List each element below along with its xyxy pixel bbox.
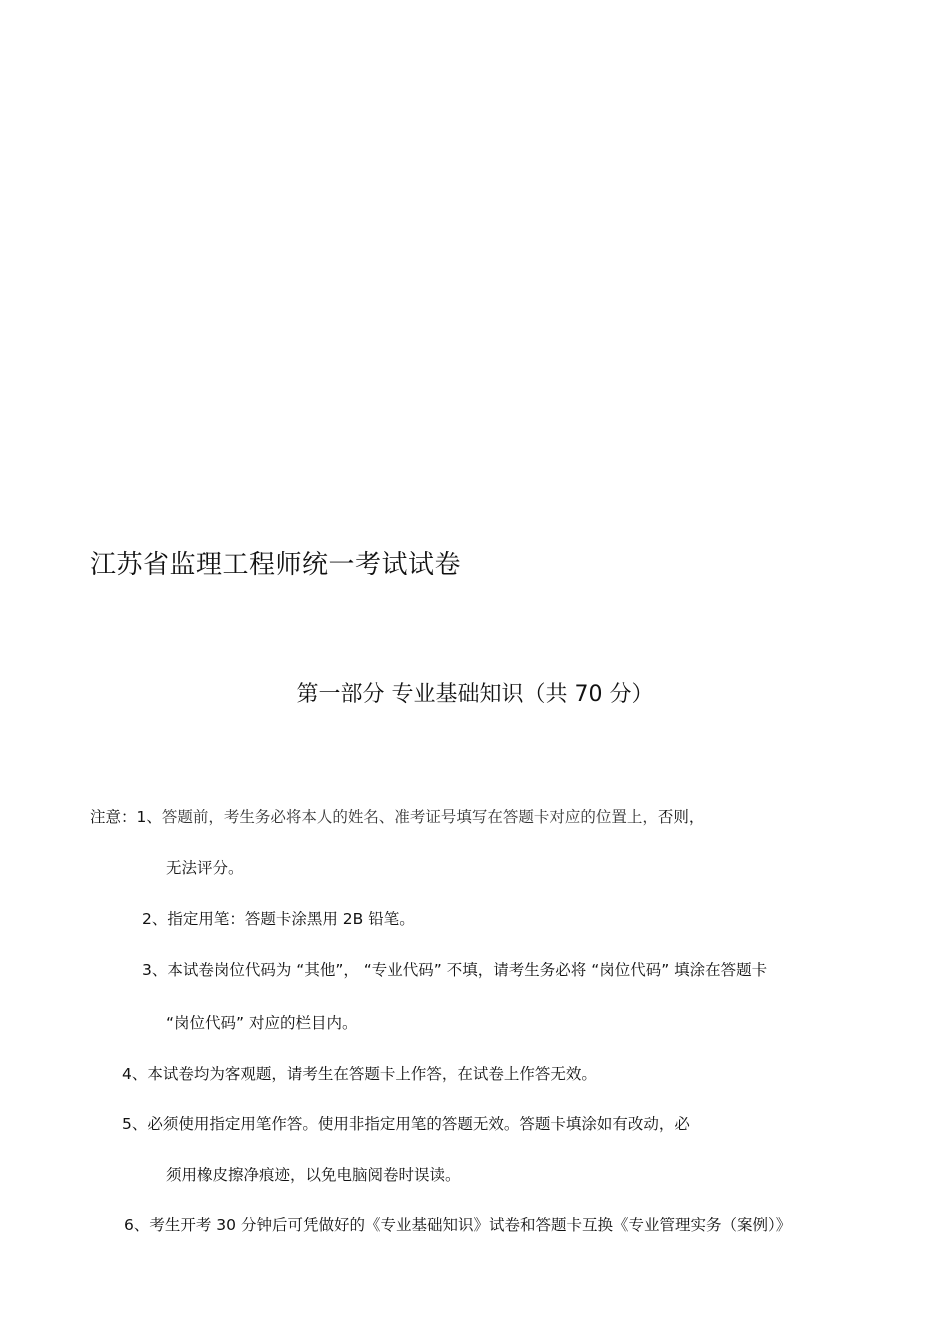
notice-item-3-continuation: “岗位代码” 对应的栏目内。 [166,1014,358,1032]
notice-item-5-continuation: 须用橡皮擦净痕迹，以免电脑阅卷时误读。 [166,1166,461,1184]
notice-item-1-tail: 否则， [657,808,705,826]
notice-item-1-number: 1、 [136,808,162,826]
notice-item-6: 6、考生开考 30 分钟后可凭做好的《专业基础知识》试卷和答题卡互换《专业管理实务（案例）》 [124,1216,792,1234]
notice-label: 注意： [90,808,137,826]
notice-item-1-continuation: 无法评分。 [166,859,244,877]
notice-item-1-text: 答题前，考生务必将本人的姓名、准考证号填写在答题卡对应的位置上， [161,808,658,826]
section-heading: 第一部分 专业基础知识（共 70 分） [296,682,654,707]
exam-title: 江苏省监理工程师统一考试试卷 [90,550,462,580]
notice-item-5: 5、必须使用指定用笔作答。使用非指定用笔的答题无效。答题卡填涂如有改动，必 [122,1115,690,1133]
notice-item-3: 3、本试卷岗位代码为 “其他”， “专业代码” 不填，请考生务必将 “岗位代码” 填涂在答题卡 [142,961,768,979]
notice-item-4: 4、本试卷均为客观题，请考生在答题卡上作答，在试卷上作答无效。 [122,1065,597,1083]
notice-item-2: 2、指定用笔：答题卡涂黑用 2B 铅笔。 [142,910,415,928]
notice-item-1 [90,806,704,828]
